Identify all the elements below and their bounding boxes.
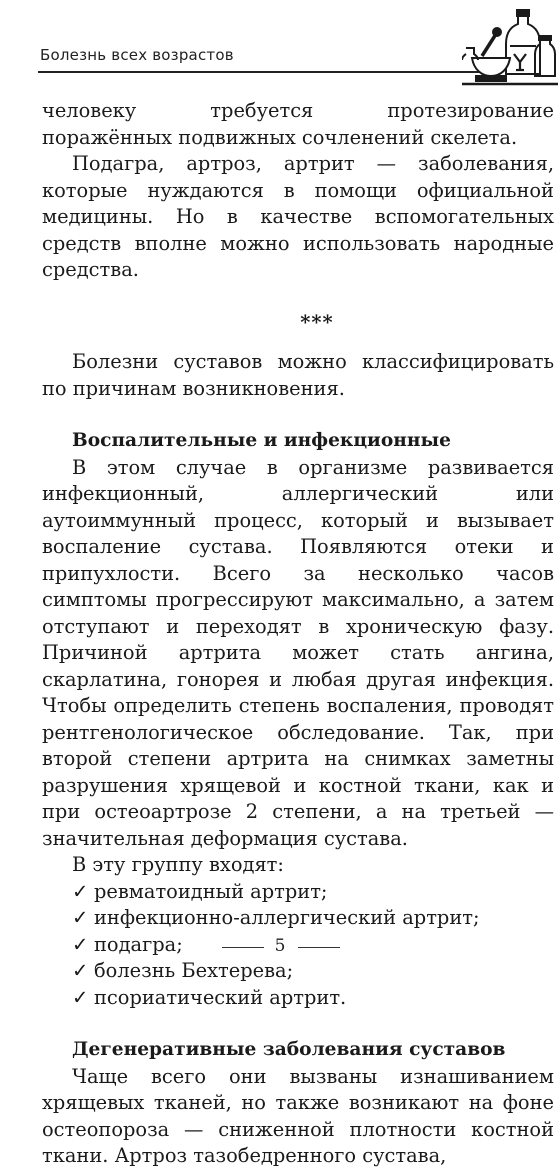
- checkmark-icon: ✓: [72, 906, 89, 929]
- section-heading-degenerative: Дегенеративные заболевания суставов: [72, 1039, 506, 1060]
- paragraph-classification: Болезни суставов можно классифицировать по причинам возникновения.: [42, 350, 554, 400]
- checkmark-icon: ✓: [72, 932, 89, 956]
- paragraph-degenerative: Чаще всего они вызваны изнашиванием хрящевых тканей, но также возникают на фоне остеопороза — сниженной плотности костной ткани. Артроз тазобедренного сустава,: [42, 1064, 554, 1167]
- section-heading-inflammatory: Воспалительные и инфекционные: [72, 430, 451, 451]
- list-item: ✓ болезнь Бехтерева;: [42, 958, 554, 985]
- page-number: 5: [274, 936, 286, 956]
- apothecary-jars-mortar-icon: [462, 6, 558, 88]
- list-item: ✓ подагра;: [42, 932, 554, 959]
- list-intro: В эту группу входят:: [72, 853, 284, 876]
- spacer: [42, 1011, 554, 1037]
- body-text: [42, 98, 554, 1170]
- header-rule: [38, 71, 496, 73]
- list-item: ✓ псориатический артрит.: [42, 985, 554, 1012]
- paragraph-gout-arthrosis: Подагра, артроз, артрит — заболевания, которые нуждаются в помощи официальной медицины. Но в качестве вспомогательных средств вполне можно использовать народные средства.: [42, 152, 554, 281]
- paragraph-continued: человеку требуется протезирование поражённых подвижных сочленений скелета.: [42, 99, 554, 149]
- checkmark-icon: ✓: [72, 879, 89, 903]
- paragraph-inflammatory: В этом случае в организме развивается инфекционный, аллергический или аутоиммунный процесс, который и вызывает воспаление сустава. Появляются отеки и припухлости. Всего за несколько часов симптомы прогрессируют максимально, а затем отступают и переходят в хроническую фазу. Причиной артрита может стать ангина, скарлатина, гонорея и любая другая инфекция. Чтобы определить степень воспаления, проводят рентгенологическое обследование. Так, при второй степени артрита на снимках заметны разрушения хрящевой и костной ткани, как и при остеоартрозе 2 степени, а на третьей — значительная деформация сустава.: [42, 455, 554, 850]
- spacer: [42, 402, 554, 428]
- list-item: ✓ инфекционно-аллергический артрит;: [42, 905, 554, 932]
- checkmark-icon: ✓: [72, 985, 89, 1009]
- running-head: Болезнь всех возрастов: [40, 46, 234, 64]
- list-item: ✓ ревматоидный артрит;: [42, 879, 554, 906]
- checkmark-icon: ✓: [72, 959, 89, 982]
- spacer: [42, 284, 554, 310]
- folio-rule-right: [298, 947, 340, 948]
- spacer: [42, 336, 554, 349]
- section-separator: ***: [300, 310, 334, 334]
